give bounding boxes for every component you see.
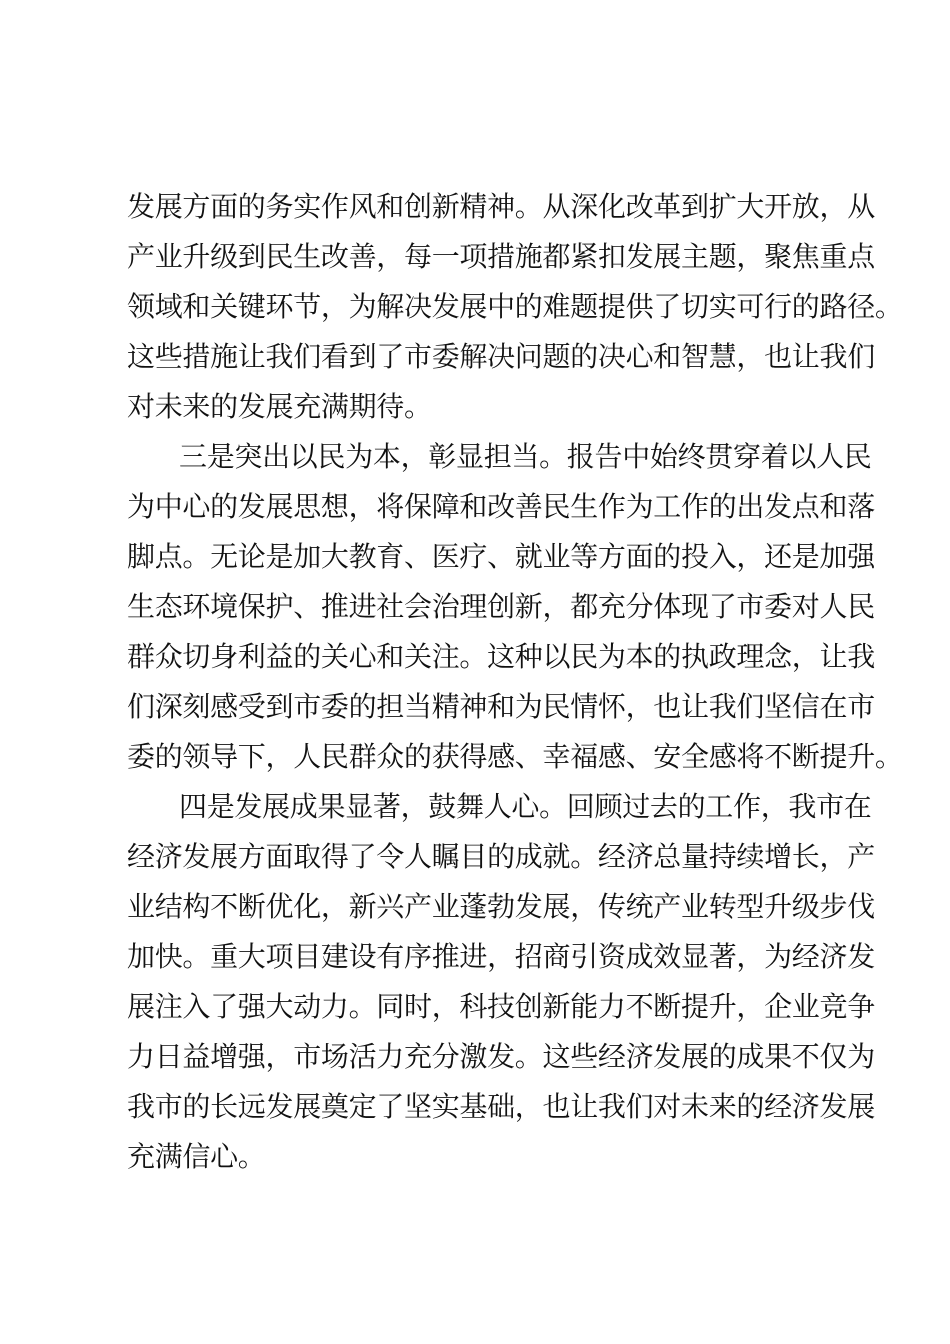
text-line: 为中心的发展思想，将保障和改善民生作为工作的出发点和落 — [127, 490, 875, 523]
text-line: 力日益增强，市场活力充分激发。这些经济发展的成果不仅为 — [127, 1040, 875, 1073]
text-line: 发展方面的务实作风和创新精神。从深化改革到扩大开放，从 — [127, 190, 875, 223]
text-line: 对未来的发展充满期待。 — [127, 390, 432, 423]
text-line: 充满信心。 — [127, 1140, 266, 1173]
text-line: 群众切身利益的关心和关注。这种以民为本的执政理念，让我 — [127, 640, 875, 673]
text-line: 业结构不断优化，新兴产业蓬勃发展，传统产业转型升级步伐 — [127, 890, 875, 923]
text-line: 领域和关键环节，为解决发展中的难题提供了切实可行的路径。 — [127, 290, 903, 323]
text-line: 这些措施让我们看到了市委解决问题的决心和智慧，也让我们 — [127, 340, 875, 373]
text-line: 脚点。无论是加大教育、医疗、就业等方面的投入，还是加强 — [127, 540, 875, 573]
text-line: 委的领导下，人民群众的获得感、幸福感、安全感将不断提升。 — [127, 740, 903, 773]
text-line: 展注入了强大动力。同时，科技创新能力不断提升，企业竞争 — [127, 990, 875, 1023]
document-body — [127, 182, 903, 1182]
text-line: 产业升级到民生改善，每一项措施都紧扣发展主题，聚焦重点 — [127, 240, 875, 273]
paragraph-start-line: 三是突出以民为本，彰显担当。报告中始终贯穿着以人民 — [179, 440, 872, 473]
text-line: 我市的长远发展奠定了坚实基础，也让我们对未来的经济发展 — [127, 1090, 875, 1123]
text-line: 经济发展方面取得了令人瞩目的成就。经济总量持续增长，产 — [127, 840, 875, 873]
text-line: 生态环境保护、推进社会治理创新，都充分体现了市委对人民 — [127, 590, 875, 623]
text-line: 们深刻感受到市委的担当精神和为民情怀，也让我们坚信在市 — [127, 690, 875, 723]
paragraph-start-line: 四是发展成果显著，鼓舞人心。回顾过去的工作，我市在 — [179, 790, 872, 823]
text-line: 加快。重大项目建设有序推进，招商引资成效显著，为经济发 — [127, 940, 875, 973]
